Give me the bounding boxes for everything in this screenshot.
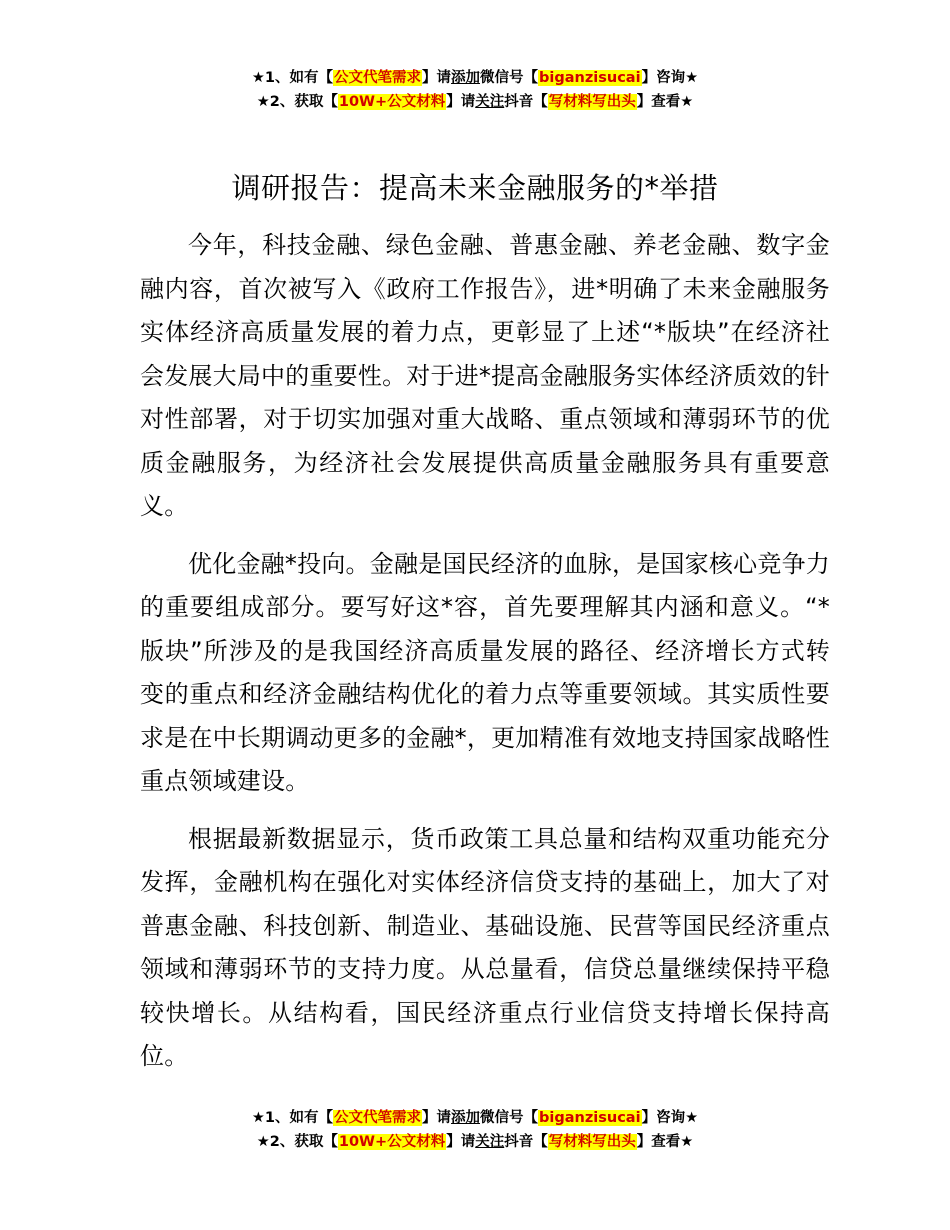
highlight-text: 10W+公文材料 xyxy=(338,1134,446,1150)
banner-text: 】请 xyxy=(422,70,452,86)
banner-text: ★1、如有【 xyxy=(251,1110,334,1126)
douyin-id: 写材料写出头 xyxy=(548,1134,636,1150)
highlight-text: 公文代笔需求 xyxy=(334,1110,422,1126)
banner-line-2 xyxy=(0,1130,950,1154)
highlight-text: 10W+公文材料 xyxy=(338,94,446,110)
header-banner xyxy=(0,66,950,114)
banner-text: 微信号【 xyxy=(480,70,539,86)
banner-line-1 xyxy=(0,1106,950,1130)
banner-text: 微信号【 xyxy=(480,1110,539,1126)
banner-text: ★2、获取【 xyxy=(256,1134,338,1150)
wechat-id: biganzisucai xyxy=(539,70,641,86)
footer-banner xyxy=(0,1106,950,1154)
underlined-text: 添加 xyxy=(451,70,481,86)
banner-text: 】查看★ xyxy=(636,94,694,110)
banner-line-2 xyxy=(0,90,950,114)
banner-text: 】请 xyxy=(422,1110,452,1126)
underlined-text: 添加 xyxy=(451,1110,481,1126)
document-body xyxy=(140,224,830,1079)
paragraph: 优化金融*投向。金融是国民经济的血脉，是国家核心竞争力的重要组成部分。要写好这*容，首先要理解其内涵和意义。“*版块”所涉及的是我国经济高质量发展的路径、经济增长方式转变的重点和经济金融结构优化的着力点等重要领域。其实质性要求是在中长期调动更多的金融*，更加精准有效地支持国家战略性重点领域建设。 xyxy=(140,549,830,795)
douyin-id: 写材料写出头 xyxy=(548,94,636,110)
banner-text: 】咨询★ xyxy=(641,1110,699,1126)
banner-text: 】请 xyxy=(446,1134,476,1150)
underlined-text: 关注 xyxy=(475,94,505,110)
banner-text: ★2、获取【 xyxy=(256,94,338,110)
banner-text: 抖音【 xyxy=(504,94,548,110)
paragraph: 根据最新数据显示，货币政策工具总量和结构双重功能充分发挥，金融机构在强化对实体经济信贷支持的基础上，加大了对普惠金融、科技创新、制造业、基础设施、民营等国民经济重点领域和薄弱环节的支持力度。从总量看，信贷总量继续保持平稳较快增长。从结构看，国民经济重点行业信贷支持增长保持高位。 xyxy=(140,824,830,1070)
document-title: 调研报告：提高未来金融服务的*举措 xyxy=(231,171,719,205)
banner-text: 抖音【 xyxy=(504,1134,548,1150)
banner-text: 】请 xyxy=(446,94,476,110)
banner-text: ★1、如有【 xyxy=(251,70,334,86)
wechat-id: biganzisucai xyxy=(539,1110,641,1126)
banner-text: 】查看★ xyxy=(636,1134,694,1150)
highlight-text: 公文代笔需求 xyxy=(334,70,422,86)
banner-line-1 xyxy=(0,66,950,90)
paragraph: 今年，科技金融、绿色金融、普惠金融、养老金融、数字金融内容，首次被写入《政府工作报告》，进*明确了未来金融服务实体经济高质量发展的着力点，更彰显了上述“*版块”在经济社会发展大局中的重要性。对于进*提高金融服务实体经济质效的针对性部署，对于切实加强对重大战略、重点领域和薄弱环节的优质金融服务，为经济社会发展提供高质量金融服务具有重要意义。 xyxy=(140,231,830,520)
underlined-text: 关注 xyxy=(475,1134,505,1150)
banner-text: 】咨询★ xyxy=(641,70,699,86)
